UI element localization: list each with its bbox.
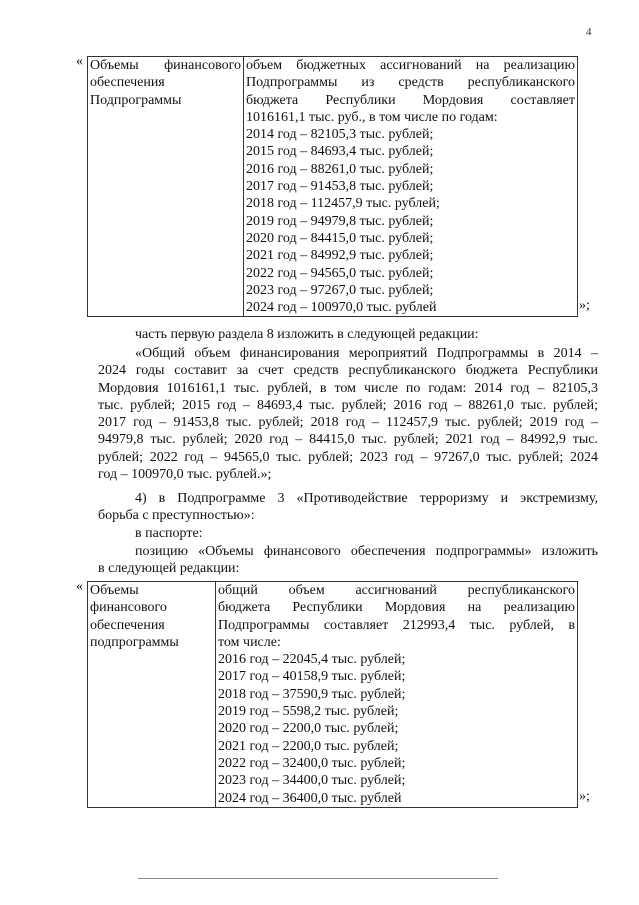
year-line: 2019 год – 94979,8 тыс. рублей; <box>246 213 434 229</box>
paragraph-position <box>98 543 598 578</box>
text-line: год – 100970,0 тыс. рублей.»; <box>98 467 272 483</box>
paragraph-section8: часть первую раздела 8 изложить в следующей редакции: <box>135 327 479 342</box>
paragraph-funding-total <box>98 345 598 483</box>
close-quote: »; <box>579 789 590 804</box>
page-number: 4 <box>586 26 592 38</box>
spec-value-cell <box>216 582 578 808</box>
intro-line: том числе: <box>218 634 281 650</box>
intro-line: Подпрограммы из средств республиканского <box>246 75 575 91</box>
text-line: 94979,8 тыс. рублей; 2020 год – 84415,0 тыс. рублей; 2021 год – 84992,9 тыс. <box>98 432 598 448</box>
close-quote: »; <box>579 298 590 313</box>
year-line: 2023 год – 34400,0 тыс. рублей; <box>218 773 406 789</box>
year-line: 2020 год – 84415,0 тыс. рублей; <box>246 230 434 246</box>
intro-line: бюджета Республики Мордовия на реализацию <box>218 600 575 616</box>
year-line: 2015 год – 84693,4 тыс. рублей; <box>246 144 434 160</box>
text-line: борьба с преступностью»: <box>98 508 255 524</box>
year-line: 2024 год – 36400,0 тыс. рублей <box>218 790 402 806</box>
intro-line: 1016161,1 тыс. руб., в том числе по годам: <box>246 109 498 125</box>
label-line: Объемы <box>90 583 139 598</box>
year-line: 2022 год – 32400,0 тыс. рублей; <box>218 755 406 771</box>
spec-value-cell <box>244 57 578 317</box>
year-line: 2021 год – 84992,9 тыс. рублей; <box>246 248 434 264</box>
paragraph-passport: в паспорте: <box>135 526 203 541</box>
text-line: «Общий объем финансирования мероприятий Подпрограммы в 2014 – <box>135 346 598 361</box>
year-line: 2020 год – 2200,0 тыс. рублей; <box>218 721 399 737</box>
intro-line: бюджета Республики Мордовия составляет <box>246 92 575 108</box>
funding-table-1 <box>76 54 590 316</box>
label-line: Объемы финансового <box>90 58 241 73</box>
label-line: подпрограммы <box>90 634 179 650</box>
open-quote: « <box>76 54 83 69</box>
year-line: 2019 год – 5598,2 тыс. рублей; <box>218 704 399 720</box>
label-line: финансового <box>90 600 167 616</box>
year-line: 2021 год – 2200,0 тыс. рублей; <box>218 738 399 754</box>
funding-spec-table <box>87 56 578 317</box>
text-line: 4) в Подпрограмме 3 «Противодействие терроризму и экстремизму, <box>135 491 598 506</box>
label-line: Подпрограммы <box>90 92 182 108</box>
text-line: тыс. рублей; 2015 год – 84693,4 тыс. рублей; 2016 год – 88261,0 тыс. рублей; <box>98 397 598 413</box>
spec-label-cell <box>88 582 216 808</box>
year-line: 2017 год – 91453,8 тыс. рублей; <box>246 179 434 195</box>
text-line: рублей; 2022 год – 94565,0 тыс. рублей; 2023 год – 97267,0 тыс. рублей; 2024 <box>98 449 598 465</box>
spec-label-cell <box>88 57 244 317</box>
text-line: 2017 год – 91453,8 тыс. рублей; 2018 год – 112457,9 тыс. рублей; 2019 год – <box>98 415 598 431</box>
text-line: позицию «Объемы финансового обеспечения подпрограммы» изложить <box>135 544 598 559</box>
bottom-divider <box>138 878 498 879</box>
year-line: 2017 год – 40158,9 тыс. рублей; <box>218 669 406 685</box>
funding-spec-table <box>87 581 578 808</box>
paragraph-subprogram3 <box>98 490 598 525</box>
label-line: обеспечения <box>90 617 165 633</box>
year-line: 2024 год – 100970,0 тыс. рублей <box>246 300 437 316</box>
year-line: 2023 год – 97267,0 тыс. рублей; <box>246 282 434 298</box>
year-line: 2016 год – 22045,4 тыс. рублей; <box>218 652 406 668</box>
year-line: 2018 год – 37590,9 тыс. рублей; <box>218 686 406 702</box>
year-line: 2014 год – 82105,3 тыс. рублей; <box>246 127 434 143</box>
open-quote: « <box>76 579 83 594</box>
text-line: в следующей редакции: <box>98 561 240 577</box>
intro-line: объем бюджетных ассигнований на реализацию <box>246 58 575 73</box>
intro-line: общий объем ассигнований республиканского <box>218 583 575 598</box>
label-line: обеспечения <box>90 75 165 91</box>
year-line: 2018 год – 112457,9 тыс. рублей; <box>246 196 440 212</box>
year-line: 2022 год – 94565,0 тыс. рублей; <box>246 265 434 281</box>
text-line: 2024 годы составит за счет средств республиканского бюджета Республики <box>98 363 598 379</box>
year-line: 2016 год – 88261,0 тыс. рублей; <box>246 161 434 177</box>
text-line: Мордовия 1016161,1 тыс. рублей, в том числе по годам: 2014 год – 82105,3 <box>98 380 598 396</box>
intro-line: Подпрограммы составляет 212993,4 тыс. рублей, в <box>218 617 575 633</box>
funding-table-2 <box>76 579 590 811</box>
